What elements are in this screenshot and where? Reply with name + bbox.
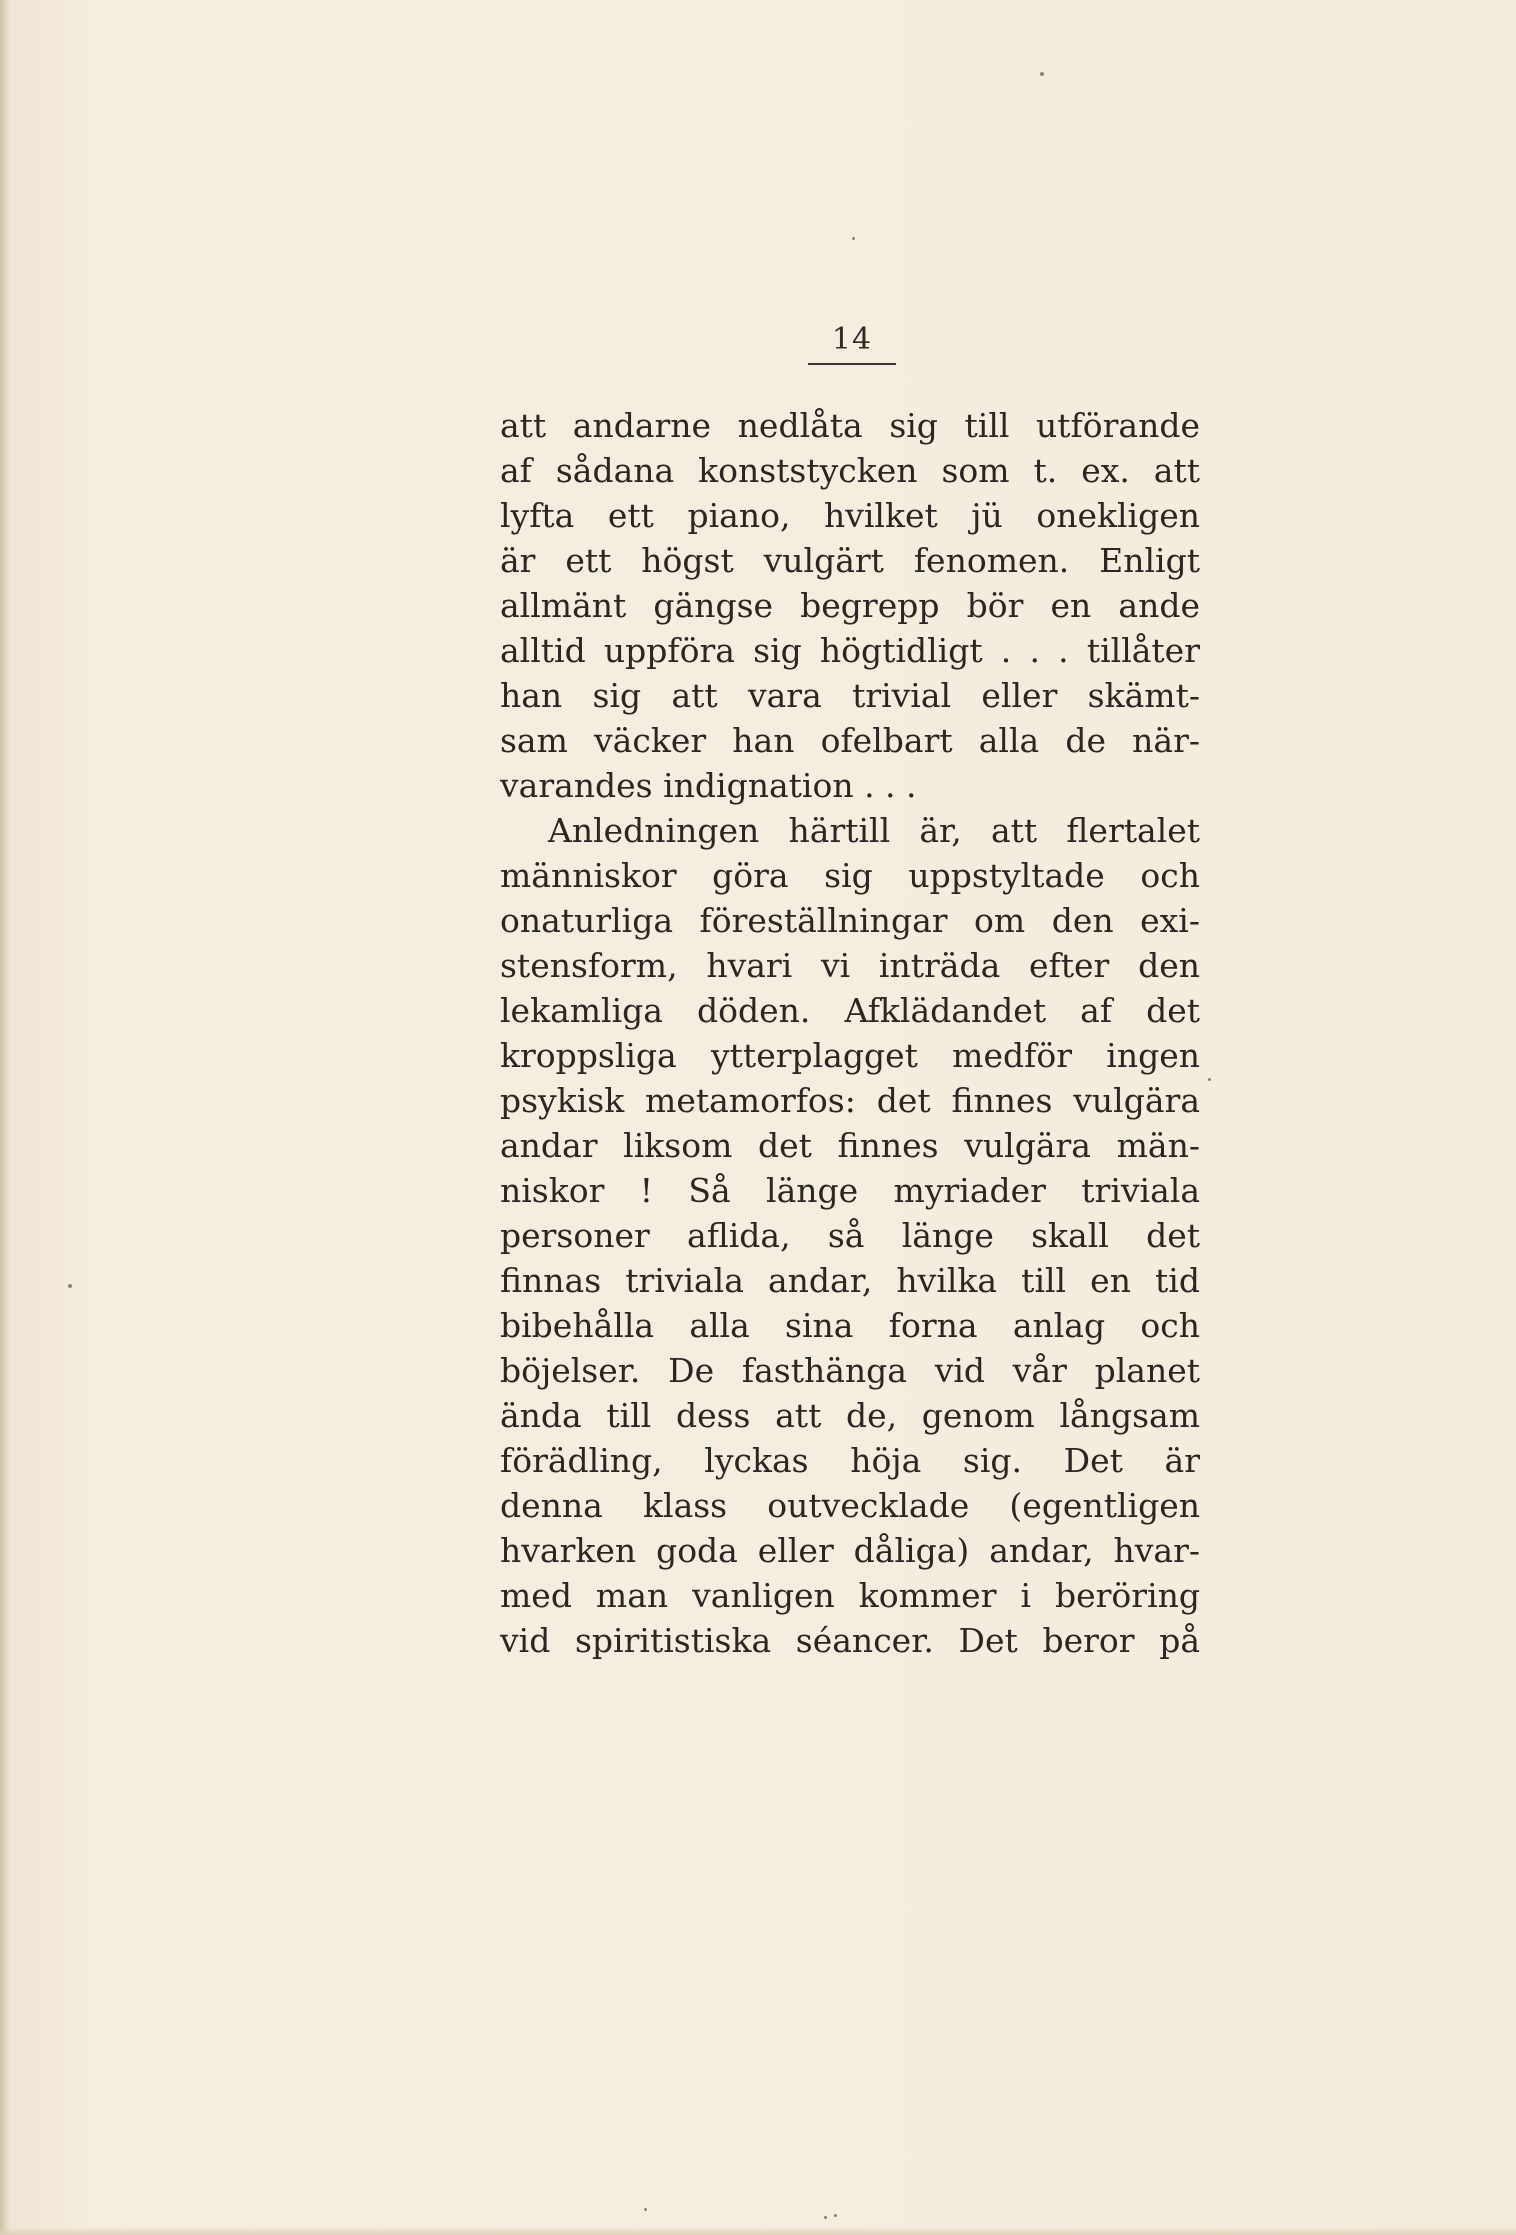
text-line: onaturliga föreställningar om den exi- xyxy=(500,901,1200,940)
text-line: allmänt gängse begrepp bör en ande xyxy=(500,586,1200,625)
text-line: sam väcker han ofelbart alla de när- xyxy=(500,721,1200,760)
text-line: finnas triviala andar, hvilka till en tid xyxy=(500,1261,1200,1300)
text-line: han sig att vara trivial eller skämt- xyxy=(500,676,1200,715)
paper-speck xyxy=(644,2208,647,2211)
text-line: niskor ! Så länge myriader triviala xyxy=(500,1171,1200,1210)
text-line: denna klass outvecklade (egentligen xyxy=(500,1486,1200,1525)
text-line: förädling, lyckas höja sig. Det är xyxy=(500,1441,1200,1480)
text-line: bibehålla alla sina forna anlag och xyxy=(500,1306,1200,1345)
paper-speck xyxy=(68,1284,72,1288)
text-line: att andarne nedlåta sig till utförande xyxy=(500,406,1200,445)
text-line: psykisk metamorfos: det finnes vulgära xyxy=(500,1081,1200,1120)
paper-speck xyxy=(852,237,855,240)
text-line: lyfta ett piano, hvilket jü onekligen xyxy=(500,496,1200,535)
text-line: vid spiritistiska séancer. Det beror på xyxy=(500,1621,1200,1660)
text-line: stensform, hvari vi inträda efter den xyxy=(500,946,1200,985)
text-line: hvarken goda eller dåliga) andar, hvar- xyxy=(500,1531,1200,1570)
text-line: varandes indignation . . . xyxy=(500,766,917,805)
text-line: alltid uppföra sig högtidligt . . . tillåter xyxy=(500,631,1200,670)
text-line: lekamliga döden. Afklädandet af det xyxy=(500,991,1200,1030)
body-text xyxy=(500,403,1200,1663)
text-line: af sådana konststycken som t. ex. att xyxy=(500,451,1200,490)
page-number: 14 xyxy=(831,322,873,357)
text-line: är ett högst vulgärt fenomen. Enligt xyxy=(500,541,1200,580)
page-number-rule xyxy=(808,363,896,365)
text-line: böjelser. De fasthänga vid vår planet xyxy=(500,1351,1200,1390)
text-line: människor göra sig uppstyltade och xyxy=(500,856,1200,895)
page-bottom-edge xyxy=(0,2227,1516,2235)
paper-speck xyxy=(1040,72,1044,76)
text-line: med man vanligen kommer i beröring xyxy=(500,1576,1200,1615)
text-line: personer aflida, så länge skall det xyxy=(500,1216,1200,1255)
page-left-edge xyxy=(0,0,10,2235)
paper-speck xyxy=(1208,1078,1211,1081)
paper-speck xyxy=(824,2216,827,2219)
text-line: andar liksom det finnes vulgära män- xyxy=(500,1126,1200,1165)
paper-speck xyxy=(834,2214,837,2217)
text-line: kroppsliga ytterplagget medför ingen xyxy=(500,1036,1200,1075)
text-line: ända till dess att de, genom långsam xyxy=(500,1396,1200,1435)
text-line: Anledningen härtill är, att flertalet xyxy=(548,811,1200,850)
